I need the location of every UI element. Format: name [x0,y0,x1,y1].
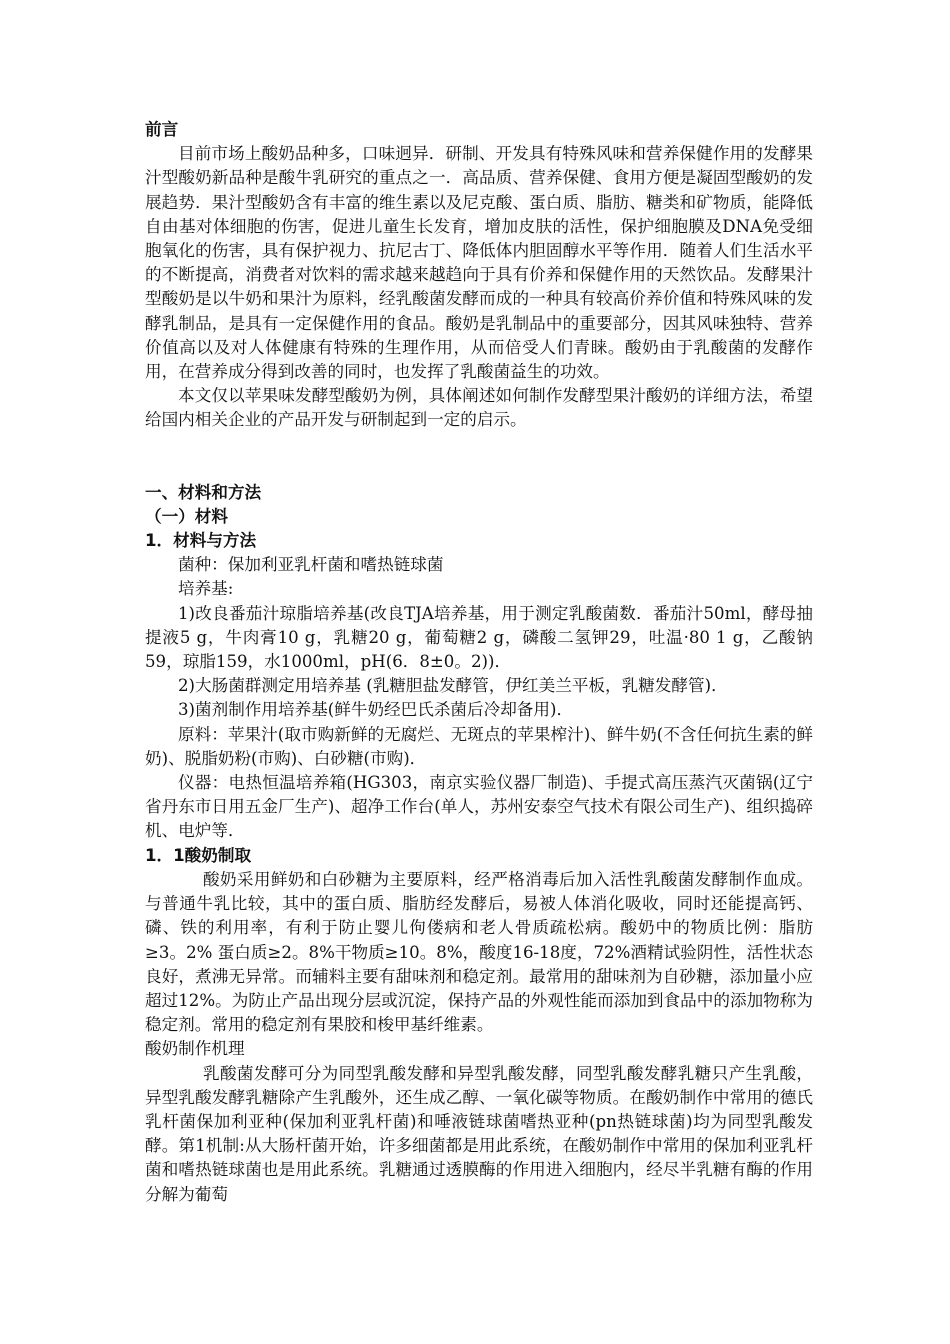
preface-heading: 前言 [145,120,179,139]
section-gap [145,433,813,481]
medium-label: 培养基: [178,579,234,599]
medium-item-3: 3)菌剂制作用培养基(鲜牛奶经巴氏杀菌后冷却备用)． [178,700,574,720]
strain-line: 菌种：保加利亚乳杆菌和嗜热链球菌 [178,555,444,575]
mechanism-paragraph: 乳酸菌发酵可分为同型乳酸发酵和异型乳酸发酵，同型乳酸发酵乳糖只产生乳酸，异型乳酸发酵乳糖除产生乳酸外，还生成乙醇、一氧化碳等物质。在酸奶制作中常用的德氏乳杆菌保加利亚种(保加利亚乳杆菌)和唾液链球菌嗜热亚种(pn热链球菌)均为同型乳酸发酵。第1机制:从大肠杆菌开始，许多细菌都是用此系统，在酸奶制作中常用的保加利亚乳杆菌和嗜热链球菌也是用此系统。乳糖通过透膜酶的作用进入细胞内，经尽半乳糖有酶的作用分解为葡萄 [145,1063,813,1204]
section-1-subheading: （一）材料 [145,506,228,526]
section-1-heading: 一、材料和方法 [145,482,262,502]
medium-item-2: 2)大肠菌群测定用培养基 (乳糖胆盐发酵管，伊红美兰平板，乳糖发酵管)． [178,676,728,696]
section-1-1-yogurt-heading: 1．1酸奶制取 [145,845,252,865]
preface-paragraph-2: 本文仅以苹果味发酵型酸奶为例，具体阐述如何制作发酵型果汁酸奶的详细方法，希望给国内相关企业的产品开发与研制起到一定的启示。 [145,386,813,430]
instruments: 仪器：电热恒温培养箱(HG303，南京实验仪器厂制造)、手提式高压蒸汽灭菌锅(辽宁省丹东市日用五金厂生产)、超净工作台(单人，苏州安泰空气技术有限公司生产)、组织捣碎机、电炉等． [145,773,813,841]
raw-materials: 原料：苹果汁(取市购新鲜的无腐烂、无斑点的苹果榨汁)、鲜牛奶(不含任何抗生素的鲜奶)、脱脂奶粉(市购)、白砂糖(市购)． [145,724,813,768]
preface-paragraph-1: 目前市场上酸奶品种多，口味迥异．研制、开发具有特殊风味和营养保健作用的发酵果汁型酸奶新品种是酸牛乳研究的重点之一．高品质、营养保健、食用方便是凝固型酸奶的发展趋势．果汁型酸奶含有丰富的维生素以及尼克酸、蛋白质、脂肪、糖类和矿物质，能降低自由基对体细胞的伤害，促进儿童生长发育，增加皮肤的活性，保护细胞膜及DNA免受细胞氧化的伤害，具有保护视力、抗尼古丁、降低体内胆固醇水平等作用．随着人们生活水平的不断提高，消费者对饮料的需求越来越趋向于具有价养和保健作用的天然饮品。发酵果汁型酸奶是以牛奶和果汁为原料，经乳酸菌发酵而成的一种具有较高价养价值和特殊风味的发酵乳制品，是具有一定保健作用的食品。酸奶是乳制品中的重要部分，因其风味独特、营养价值高以及对人体健康有特殊的生理作用，从而倍受人们青睐。酸奶由于乳酸菌的发酵作用，在营养成分得到改善的同时，也发挥了乳酸菌益生的功效。 [145,144,813,382]
medium-item-1: 1)改良番茄汁琼脂培养基(改良TJA培养基，用于测定乳酸菌数．番茄汁50ml，酵母抽提液5 g，牛肉膏10 g，乳糖20 g，葡萄糖2 g，磷酸二氢钾29，吐温·80 1 g，乙酸钠59，琼脂159，水1000ml，pH(6．8±0。2))． [145,603,813,672]
document-page [145,118,813,1207]
section-1-1-heading: 1．材料与方法 [145,531,257,551]
yogurt-paragraph-1: 酸奶采用鲜奶和白砂糖为主要原料，经严格消毒后加入活性乳酸菌发酵制作血成。与普通牛乳比较，其中的蛋白质、脂肪经发酵后，易被人体消化吸收，同时还能提高钙、磷、铁的利用率，有利于防止婴儿佝偻病和老人骨质疏松病。酸奶中的物质比例：脂肪≥3。2% 蛋白质≥2。8%干物质≥10。8%，酸度16-18度，72%酒精试验阴性，活性状态良好，煮沸无异常。而辅料主要有甜味剂和稳定剂。最常用的甜味剂为自砂糖，添加量小应超过12%。为防止产品出现分层或沉淀，保持产品的外观性能而添加到食品中的添加物称为稳定剂。常用的稳定剂有果胶和梭甲基纤维素。 [145,869,813,1035]
mechanism-label: 酸奶制作机理 [145,1039,245,1059]
